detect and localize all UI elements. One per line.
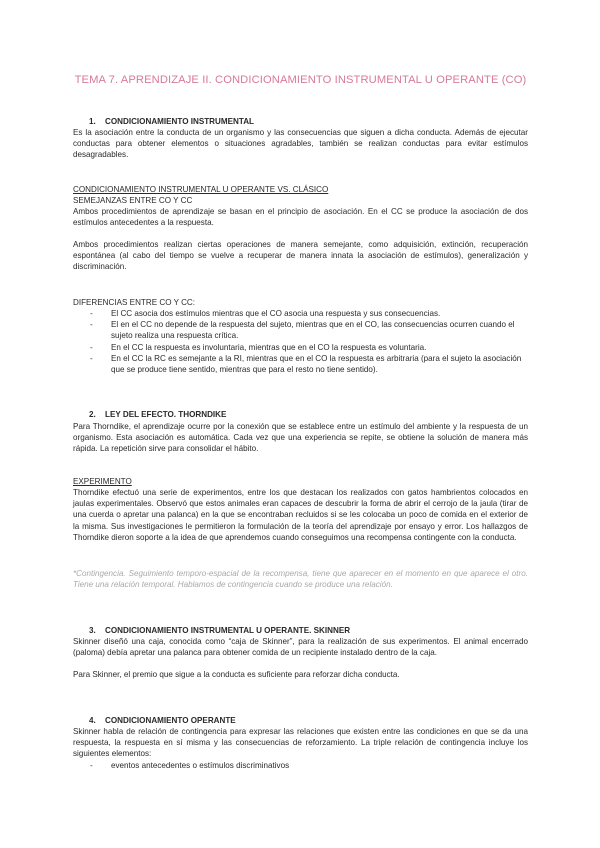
section-1-differences-list [73,308,528,375]
section-4-list [73,760,528,771]
section-2-note: *Contingencia. Seguimiento temporo-espacial de la recompensa, tiene que aparecer en el momento en que aparece el otro. Tiene una relación temporal. Hablamos de contingencia cuando se produce una relación. [73,569,528,590]
section-2-subtitle: EXPERIMENTO [73,477,132,486]
document-title: TEMA 7. APRENDIZAJE II. CONDICIONAMIENTO INSTRUMENTAL U OPERANTE (CO) [74,74,527,86]
section-1-paragraph-2: Ambos procedimientos de aprendizaje se basan en el principio de asociación. En el CC se produce la asociación de dos estímulos antecedentes a la respuesta. [73,207,528,228]
section-1-title: CONDICIONAMIENTO INSTRUMENTAL [105,117,254,126]
list-item: - El en el CC no depende de la respuesta del sujeto, mientras que en el CO, las consecuencias ocurren cuando el sujeto realiza una respuesta crítica. [73,319,528,341]
section-3-heading [73,625,528,636]
section-3-paragraph-1: Skinner diseñó una caja, conocida como “caja de Skinner”, para la realización de sus experimentos. El animal encerrado (paloma) debía apretar una palanca para obtener comida de un recipiente instalado dentro de la caja. [73,637,528,658]
list-item: - eventos antecedentes o estímulos discriminativos [73,760,528,771]
section-4-paragraph-1: Skinner habla de relación de contingencia para expresar las relaciones que existen entre las condiciones en que se da una respuesta, la respuesta en sí misma y las consecuencias de reforzamiento. La triple relación de contingencia incluye los siguientes elementos: [73,727,528,759]
list-item: - El CC asocia dos estímulos mientras que el CO asocia una respuesta y sus consecuencias. [73,308,528,319]
section-1-number: 1. [89,117,96,126]
section-2-heading [73,409,528,420]
section-1-paragraph-1: Es la asociación entre la conducta de un organismo y las consecuencias que siguen a dicha conducta. Además de ejecutar conductas para obtener elementos o situaciones agradables, también se realizan conductas para evitar estímulos desagradables. [73,128,528,160]
section-2-title: LEY DEL EFECTO. THORNDIKE [105,410,227,419]
list-item: - En el CC la respuesta es involuntaria, mientras que en el CO la respuesta es voluntaria. [73,342,528,353]
section-2-paragraph-1: Para Thorndike, el aprendizaje ocurre por la conexión que se establece entre un estímulo del ambiente y la respuesta de un organismo. Esta asociación es automática. Cada vez que una experiencia se repite, se obtiene la solución de manera más rápida. La repetición sirve para consolidar el hábito. [73,422,528,454]
section-3-title: CONDICIONAMIENTO INSTRUMENTAL U OPERANTE. SKINNER [105,626,351,635]
section-2-paragraph-2: Thorndike efectuó una serie de experimentos, entre los que destacan los realizados con gatos hambrientos colocados en jaulas experimentales. Observó que estos animales eran capaces de descubrir la forma de abrir el cerrojo de la jaula (tirar de una cuerda o apretar una palanca) en la que se encontraban recluidos si se les colocaba un poco de comida en el exterior de la misma. Sus investigaciones le permitieron la formulación de la teoría del aprendizaje por ensayo y error. Los hallazgos de Thorndike dieron soporte a la idea de que aprendemos cuando conseguimos una recompensa contingente con la conducta. [73,488,528,542]
section-4-heading [73,715,528,726]
section-1-differences-label: DIFERENCIAS ENTRE CO Y CC: [73,298,196,307]
section-1-similarities-label: SEMEJANZAS ENTRE CO Y CC [73,196,193,205]
section-4-number: 4. [89,716,96,725]
section-1-paragraph-3: Ambos procedimientos realizan ciertas operaciones de manera semejante, como adquisición, extinción, recuperación espontánea (al cabo del tiempo se vuelve a recuperar de manera innata la asociación de estímulos), generalización y discriminación. [73,240,528,272]
list-item: - En el CC la RC es semejante a la RI, mientras que en el CO la respuesta es arbitraria (para el sujeto la asociación que se produce tiene sentido, mientras que para el resto no tiene sentido). [73,353,528,375]
section-3-number: 3. [89,626,96,635]
section-3-paragraph-2: Para Skinner, el premio que sigue a la conducta es suficiente para reforzar dicha conducta. [73,670,400,679]
section-2-number: 2. [89,410,96,419]
section-4-title: CONDICIONAMIENTO OPERANTE [105,716,236,725]
section-1-subtitle: CONDICIONAMIENTO INSTRUMENTAL U OPERANTE VS. CLÁSICO [73,185,329,194]
section-1-heading [73,116,528,127]
